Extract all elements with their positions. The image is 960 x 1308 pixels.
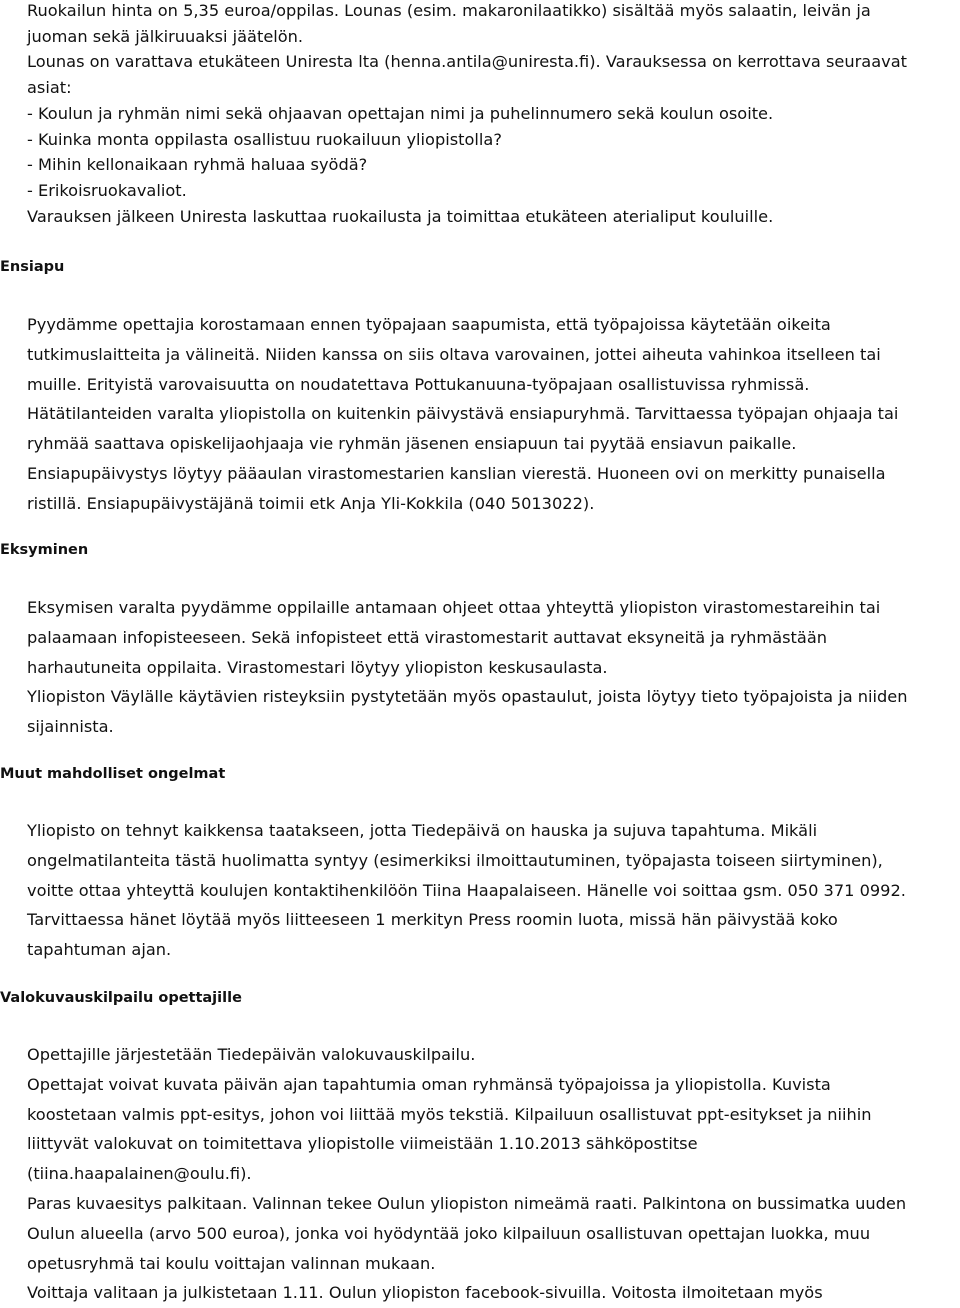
text-line: - Kuinka monta oppilasta osallistuu ruokailuun yliopistolla? — [27, 129, 502, 149]
text-line: voitte ottaa yhteyttä koulujen kontaktihenkilöön Tiina Haapalaiseen. Hänelle voi soittaa gsm. 050 371 0992. — [27, 880, 906, 900]
text-line: Varauksen jälkeen Uniresta laskuttaa ruokailusta ja toimittaa etukäteen aterialiput kouluille. — [27, 206, 774, 226]
text-line: Eksymisen varalta pyydämme oppilaille antamaan ohjeet ottaa yhteyttä yliopiston virastomestareihin tai — [27, 598, 881, 617]
text-line: Oulun alueella (arvo 500 euroa), jonka voi hyödyntää joko kilpailuun osallistuvan opettajan luokka, muu — [27, 1223, 871, 1243]
text-line: Yliopiston Väylälle käytävien risteyksiin pystytetään myös opastaulut, joista löytyy tieto työpajoista ja niiden — [27, 687, 908, 707]
text-line: Opettajille järjestetään Tiedepäivän valokuvauskilpailu. — [27, 1045, 476, 1064]
section-heading-valokuvauskilpailu: Valokuvauskilpailu opettajille — [0, 990, 242, 1006]
text-line: Voittaja valitaan ja julkistetaan 1.11. Oulun yliopiston facebook-sivuilla. Voitosta ilmoitetaan myös — [27, 1283, 823, 1303]
section-heading-muut-ongelmat: Muut mahdolliset ongelmat — [0, 766, 226, 782]
text-line: liittyvät valokuvat on toimitettava yliopistolle viimeistään 1.10.2013 sähköpostitse — [27, 1134, 698, 1154]
text-line: opetusryhmä tai koulu voittajan valinnan mukaan. — [27, 1253, 436, 1273]
text-line: koostetaan valmis ppt-esitys, johon voi liittää myös tekstiä. Kilpailuun osallistuvat ppt-esitykset ja niihin — [27, 1104, 872, 1124]
text-line: tutkimuslaitteita ja välineitä. Niiden kanssa on siis oltava varovainen, jottei aiheuta vahinkoa itselleen tai — [27, 344, 881, 364]
section-body-muut-ongelmat — [27, 816, 952, 965]
text-line: ongelmatilanteita tästä huolimatta syntyy (esimerkiksi ilmoittautuminen, työpajasta toiseen siirtyminen), — [27, 850, 883, 870]
text-line: tapahtuman ajan. — [27, 940, 172, 960]
text-line: Lounas on varattava etukäteen Uniresta lta (henna.antila@uniresta.fi). Varauksessa on kerrottava seuraavat — [27, 52, 907, 72]
text-line: Opettajat voivat kuvata päivän ajan tapahtumia oman ryhmänsä työpajoissa ja yliopistolla. Kuvista — [27, 1074, 831, 1094]
section-heading-ensiapu: Ensiapu — [0, 259, 65, 275]
text-line: Yliopisto on tehnyt kaikkensa taatakseen, jotta Tiedepäivä on hauska ja sujuva tapahtuma. Mikäli — [27, 821, 818, 840]
text-line: Pyydämme opettajia korostamaan ennen työpajaan saapumista, että työpajoissa käytetään oikeita — [27, 315, 831, 334]
text-line: (tiina.haapalainen@oulu.fi). — [27, 1164, 252, 1184]
text-line: ryhmää saattava opiskelijaohjaaja vie ryhmän jäsenen ensiapuun tai pyytää ensiavun paikalle. — [27, 434, 797, 454]
section-heading-eksyminen: Eksyminen — [0, 542, 89, 558]
section-body-valokuvauskilpailu — [27, 1040, 952, 1308]
text-line: asiat: — [27, 78, 72, 98]
text-line: Hätätilanteiden varalta yliopistolla on kuitenkin päivystävä ensiapuryhmä. Tarvittaessa työpajan ohjaaja tai — [27, 404, 899, 424]
lunch-info-paragraph — [27, 0, 952, 229]
text-line: - Mihin kellonaikaan ryhmä haluaa syödä? — [27, 155, 368, 175]
text-line: - Erikoisruokavaliot. — [27, 180, 187, 200]
text-line: muille. Erityistä varovaisuutta on noudatettava Pottukanuuna-työpajaan osallistuvissa ryhmissä. — [27, 374, 810, 394]
text-line: ristillä. Ensiapupäivystäjänä toimii etk Anja Yli-Kokkila (040 5013022). — [27, 493, 595, 513]
text-line: Ruokailun hinta on 5,35 euroa/oppilas. Lounas (esim. makaronilaatikko) sisältää myös salaatin, leivän ja — [27, 1, 871, 20]
section-body-ensiapu — [27, 310, 952, 519]
text-line: Paras kuvaesitys palkitaan. Valinnan tekee Oulun yliopiston nimeämä raati. Palkintona on bussimatka uuden — [27, 1193, 907, 1213]
text-line: juoman sekä jälkiruuaksi jäätelön. — [27, 26, 304, 46]
text-line: Ensiapupäivystys löytyy pääaulan virastomestarien kanslian vierestä. Huoneen ovi on merkitty punaisella — [27, 463, 886, 483]
section-body-eksyminen — [27, 593, 952, 742]
text-line: - Koulun ja ryhmän nimi sekä ohjaavan opettajan nimi ja puhelinnumero sekä koulun osoite. — [27, 103, 774, 123]
text-line: sijainnista. — [27, 717, 114, 737]
text-line: harhautuneita oppilaita. Virastomestari löytyy yliopiston keskusaulasta. — [27, 657, 608, 677]
text-line: Tarvittaessa hänet löytää myös liitteeseen 1 merkityn Press roomin luota, missä hän päivystää koko — [27, 910, 838, 930]
text-line: palaamaan infopisteeseen. Sekä infopisteet että virastomestarit auttavat eksyneitä ja ryhmästään — [27, 627, 828, 647]
